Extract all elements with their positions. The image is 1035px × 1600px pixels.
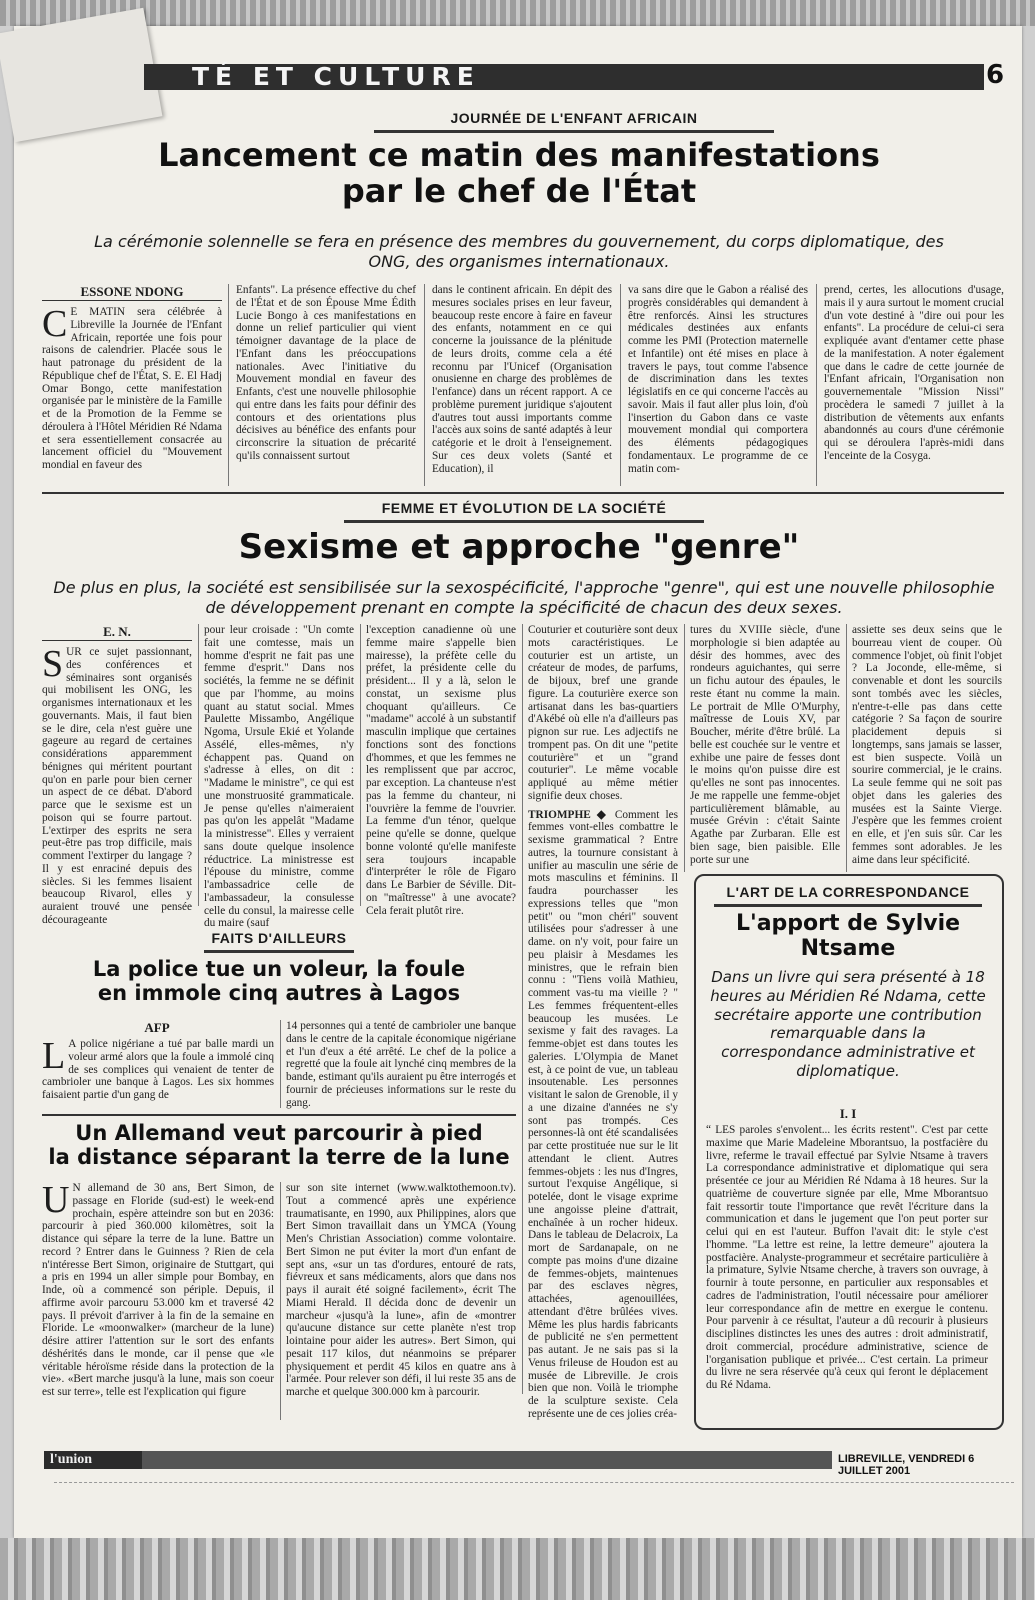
scan-artifact [54,1482,1014,1486]
top-column-4: va sans dire que le Gabon a réalisé des progrès considérables qui demandent à être renforcés. Ainsi les structures médicales destinées aux enfants comme les PMI (Protection maternelle et Infantile) ont été mises en place à travers le pays, tout comme l'absence de discrimination dans les textes législatifs en ce qui concerne l'accès au savoir. Mais il faut aller plus loin, d'où l'insertion du Gabon dans ce vaste mouvement mondial qui comportera des éléments pédagogiques fondamentaux. Le programme de ce matin com- [628,284,808,475]
top-headline-line2: par le chef de l'État [341,171,697,210]
mid-dropcap: S [42,643,64,685]
faits-dropcap: L [42,1035,66,1077]
faits-column-1: L A police nigériane a tué par balle mardi un voleur armé alors que la foule a immolé cinq de ses complices qui venaient de tenter de cambrioler une banque à Lagos. Les six hommes faisaient partie d'un gang de [42,1035,274,1101]
scan-border-top [0,0,1035,26]
top-kicker-rule [374,130,774,133]
triomphe-label: TRIOMPHE ◆ [528,808,609,821]
mid-column-5: tures du XVIIIe siècle, d'une morphologie si bien adaptée au désir des hommes, avec des rondeurs aguichantes, qui serre un fichu autour des épaules, le reste étant nu comme la main. Le portrait de Mlle O'Murphy, maîtresse de Louis XV, par Boucher, mérite d'être brûlé. La belle est couchée sur le ventre et exhibe une paire de fesses dont le moins qu'on puisse dire est qu'elles ne sont pas innocentes. Je me rappelle une femme-objet particulièrement blâmable, au musée Grévin : c'était Sainte Agathe par Zurbaran. Elle est bien sage, bien paisible. Elle porte sur une [690,624,840,866]
scan-border-bottom [0,1538,1035,1600]
corresp-headline-line1: L'apport de Sylvie [735,911,961,936]
newspaper-page [14,26,1022,1538]
corresp-headline-line2: Ntsame [800,935,896,961]
footer-date: LIBREVILLE, VENDREDI 6 JUILLET 2001 [832,1451,1022,1479]
faits-bottom-rule [42,1114,516,1116]
corresp-byline: I. I [839,1106,857,1121]
column-divider [198,624,199,906]
top-headline [74,138,964,210]
section-divider [42,492,1004,494]
folded-corner [0,8,162,142]
newspaper-logo: l'union [44,1451,142,1469]
mid-headline: Sexisme et approche "genre" [238,527,800,567]
faits-headline [44,958,514,1005]
allemand-headline [42,1122,516,1169]
top-column-3: dans le continent africain. En dépit des mesures sociales prises en leur faveur, beaucoup reste encore à faire en faveur des enfants, notamment en ce qui concerne la jouissance de la plénitude de leurs droits, comme cela a été reconnu par l'Unicef (Organisation onusienne en charge des problèmes de l'enfance) dans un récent rapport. A ce problème purement juridique s'ajoutent d'autres tout aussi importants comme l'accès aux soins de santé adaptés à leur catégorie et le droit à l'enseignement. Sur ces deux volets (Santé et Education), il [432,284,612,475]
allemand-dropcap: U [42,1179,70,1221]
top-column-2: Enfants". La présence effective du chef de l'État et de son Épouse Mme Édith Lucie Bongo à ces manifestations en donne un relief particulier qui vient témoigner davantage de la place de l'Enfant dans les préoccupations nationales. Avec l'initiative du Mouvement mondial en faveur des Enfants, c'est une nouvelle philosophie qui entre dans les faits pour définir des contours et des orientations plus décisives au bénéfice des enfants pour circonscrire la situation de précarité qu'ils connaissent surtout [236,284,416,462]
mid-column-1: SUR ce sujet passionnant, des conférences et séminaires sont organisés qui mobilisent les ONG, les organismes internationaux et les gouvernants. Mais, il faut bien se le dire, cela n'est guère une gageure au regard de certaines considérations apparemment bénignes qui méritent pourtant qu'on en parle pour bien cerner un aspect de ce débat. D'abord parce que le sexisme est un poison qui se fourre partout. L'extirper des esprits ne sera peut-être pas trop difficile, mais comment l'extirper du langage ? Il y est enraciné depuis des siècles. Si les femmes lisaient beaucoup Rivarol, elles y auraient trouvé une pensée décourageante [42,643,192,926]
top-column-1: C E MATIN sera célébrée à Libreville la Journée de l'Enfant Africain, reportée une fois pour raisons de calendrier. Placée sous le haut patronage du président de la République chef de l'État, S. E. El Hadj Omar Bongo, cette manifestation organisée par le ministère de la Famille et de la Promotion de la Femme se déroulera à l'Hôtel Méridien Ré Ndama et sera essentiellement consacrée au lancement officiel du "Mouvement mondial en faveur des [42,303,222,471]
column-divider [620,284,621,486]
allemand-headline-line1: Un Allemand veut parcourir à pied [75,1121,483,1145]
mid-kicker-rule [344,520,704,523]
page-number: 6 [986,60,1005,90]
mid-byline: E. N. [103,624,131,639]
faits-headline-line1: La police tue un voleur, la foule [92,957,466,981]
corresp-kicker-rule [714,904,982,907]
top-headline-line1: Lancement ce matin des manifestations [158,136,880,174]
top-deck: La cérémonie solennelle se fera en présence des membres du gouvernement, du corps diplomatique, des ONG, des organismes internationaux. [94,232,944,271]
top-dropcap: C [42,303,68,345]
column-divider [522,624,523,1394]
corresp-deck: Dans un livre qui sera présenté à 18 heures au Méridien Ré Ndama, cette secrétaire apporte une contribution remarquable dans la correspondance administrative et diplomatique. [710,968,986,1080]
column-divider [280,1182,281,1420]
mid-column-6: assiette ses deux seins que le bourreau vient de couper. Où commence l'objet, où finit l'objet ? La Joconde, elle-même, si convenable et dont les sourcils sont tombés avec les siècles, n'entre-t-elle pas dans cette catégorie ? Sa façon de sourire placidement depuis si longtemps, sans jamais se lasser, est bien suspecte. Voilà un sourire commercial, je le crains. La seule femme qui ne soit pas objet dans les galeries des musées est la Sainte Vierge. J'espère que les femmes croient en elle, et j'en suis sûr. Car les femmes sont adorables. Je les aime dans leur spécificité. [852,624,1002,866]
corresp-body: “ LES paroles s'envolent... les écrits restent". C'est par cette maxime que Marie Madeleine Mborantsuo, la postfacière du livre, referme le travail effectué par Sylvie Ntsame à travers La correspondance administrative et diplomatique qui sera présentée ce jour au Méridien Ré Ndama à 18 heures. Sur la quatrième de couverture signée par elle, Mme Mborantsuo fait ressortir toute l'importance que revêt l'écriture dans la communication et dans le jugement que l'on peut porter sur celui qui en est l'auteur. Buffon l'avait dit: le style c'est l'homme. "La lettre est reine, la lettre demeure" ajoutera la postfacière. Analyste-programmeur et secrétaire particulière à la primature, Sylvie Ntsame cherche, à travers son ouvrage, à fournir à toute personne, en particulier aux responsables et cadres de l'administration, l'outil nécessaire pour améliorer leur correspondance afin de mettre en exergue le contenu. Pour parvenir à ce résultat, l'auteur a dû recourir à plusieurs disciplines distinctes les unes des autres : droit administratif, droit commercial, procédure administrative, science de l'organisation publique et privée... C'est certain. La primeur du livre ne sera réservée qu'à ceux qui feront le déplacement du Ré Ndama. [706,1124,988,1391]
mid-column-4: Couturier et couturière sont deux mots caractéristiques. Le couturier est un artiste, un créateur de modes, de parfums, de bijoux, bref une grande figure. La couturière exerce son artisanat dans les bas-quartiers d'Akébé où elle n'a d'ailleurs pas pignon sur rue. Les adjectifs ne trompent pas. On dit une "petite couturière" et un "grand couturier". Le même vocable appliqué au même métier signifie deux choses. TRIOMPHE ◆ Comment les femmes vont-elles combattre le sexisme grammatical ? Entre autres, la tournure consistant à unifier au masculin une série de mots masculins et féminins. Il faudra pourchasser les expressions telles que "mon petit" ou "mon chéri" souvent utilisées pour s'adresser à une dame. on n'y voit, pour faire un peu plaisir à Mesdames les ministres, que le refrain bien connu : "Tiens voilà Mathieu, comment vas-tu ma vieille ? " Les femmes fréquentent-elles beaucoup les musées. Le sexisme y fait des ravages. La femme-objet est dans toutes les galeries. L'Olympia de Manet est, à ce point de vue, un tableau insoutenable. Les personnes visitant le salon de Grenoble, il y a une dizaine d'années ne s'y sont pas trompés. Ces personnes-là ont été scandalisées par cette prostituée nue sur le lit attendant le client. Autres femmes-objets : les nus d'Ingres, surtout l'exquise Angélique, si potelée, dont le visage exprime une angoisse pleine d'attrait, enchaînée à un rocher hideux. Dans le tableau de Delacroix, La mort de Sardanapale, on ne compte pas moins d'une dizaine de femmes-objets, maintenues par des esclaves nègres, attachées, agenouillées, attendant d'être brûlées vives. Même les plus hardis fabricants de publicité ne s'en permettent pas autant. Je ne sais pas si la Venus frileuse de Houdon est au musée de Libreville. Je crois bien que non. Voilà le triomphe de la sculpture sexiste. Cela représente une de ces jolies créa- [528,624,678,1420]
top-column-5: prend, certes, les allocutions d'usage, mais il y aura surtout le moment crucial d'un vote destiné à "dire oui pour les enfants". La procédure de celui-ci sera expliquée avant d'entamer cette phase de la manifestation. A noter également que dans le cadre de cette journée de l'Enfant africain, l'Organisation non gouvernementale "Mission Nissi" procèdera le samedi 7 juillet à la distribution de vêtements aux enfants abandonnés au cours d'une cérémonie qui se déroulera l'après-midi dans l'enceinte de la Cosyga. [824,284,1004,462]
allemand-column-1: U N allemand de 30 ans, Bert Simon, de passage en Floride (sud-est) le week-end prochain, espère atteindre son but en 2036: parcourir à pied 360.000 kilomètres, soit la distance qui sépare la terre de la lune. Battre un record ? Entrer dans le Guinness ? Rien de cela n'intéresse Bert Simon, originaire de Stuttgart, qui a pris en 1994 un aller simple pour Bombay, en Inde, où a commencé son périple. Depuis, il affirme avoir parcouru 53.000 km et traversé 42 pays. Il prévoit d'arriver à la fin de la semaine en Floride. Le «moonwalker» (marcheur de la lune) désire attirer l'attention sur le sort des enfants déshérités dans le monde, car il pense que «le véritable héroïsme réside dans la protection de la vie». «Bert marche jusqu'à la lune, mais son coeur est sur terre», telle est l'explication qui figure [42,1179,274,1398]
section-title: TÉ ET CULTURE [192,62,480,91]
mid-deck: De plus en plus, la société est sensibilisée sur la sexospécificité, l'approche "genre", qui est une nouvelle philosophie de développement prenant en compte la spécificité de chacun des deux sexes. [53,578,995,617]
column-divider [228,284,229,486]
column-divider [684,624,685,872]
faits-byline: AFP [144,1020,170,1035]
faits-headline-line2: en immole cinq autres à Lagos [97,980,461,1005]
mid-kicker: FEMME ET ÉVOLUTION DE LA SOCIÉTÉ [381,500,667,516]
column-divider [360,624,361,906]
faits-kicker: FAITS D'AILLEURS [211,930,347,946]
column-divider [816,284,817,486]
top-kicker: JOURNÉE DE L'ENFANT AFRICAIN [450,110,698,126]
column-divider [846,624,847,872]
column-divider [280,1020,281,1108]
top-byline-rule [42,300,222,301]
faits-column-2: 14 personnes qui a tenté de cambrioler une banque dans le centre de la capitale économique nigériane et l'un d'eux a été arrêté. Le chef de la police a regretté que la foule ait lynché cinq membres de la bande, estimant qu'ils auraient pu être interrogés et fournir de précieuses informations sur le reste du gang. [286,1020,516,1109]
mid-column-3: l'exception canadienne où une femme maire s'appelle bien mairesse), la préfète celle du préfet, la présidente celle du président... Il y a là, selon le constat, un sexisme plus choquant qu'ailleurs. Ce "madame" accolé à un substantif masculin implique que certaines fonctions sont des fonctions d'hommes, et que les femmes ne les remplissent que par accroc, par exception. La chanteuse n'est pas la femme du chanteur, ni l'ouvrière la femme de l'ouvrier. La femme d'un ténor, quelque peine qu'elle se donne, quelque bonne volonté qu'elle manifeste sera toujours incapable d'interpréter le rôle de Figaro dans Le Barbier de Séville. Dit-on "maîtresse" à une avocate? Cela ferait plutôt rire. [366,624,516,917]
mid-column-2: pour leur croisade : "Un comte fait une comtesse, mais un homme d'esprit ne fait pas une femme d'esprit." Dans nos sociétés, la femme ne se définit que par l'homme, au moins quant au statut social. Mmes Paulette Missambo, Angélique Ngoma, Ursule Ekié et Yolande Assélé, elles-mêmes, n'y échappent pas. Quand on s'adresse à elles, on dit : "Madame le ministre", ce qui est une monstruosité grammaticale. Je pense qu'elles n'aimeraient pas qu'on les appelât "Madame la ministresse". Elles y verraient sans doute quelque insolence réductrice. La ministresse est l'épouse du ministre, comme l'ambassadrice celle de l'ambassadeur, la consulesse celle du consul, la mairesse celle du maire (sauf [204,624,354,930]
mid-byline-rule [42,640,192,641]
allemand-headline-line2: la distance séparant la terre de la lune [48,1144,510,1169]
allemand-column-2: sur son site internet (www.walktothemoon.tv). Tout a commencé après une expérience traumatisante, en 1990, aux Philippines, alors que Bert Simon travaillait dans un YMCA (Young Men's Christian Association) comme volontaire. Bert Simon ne put éviter la mort d'un enfant de sept ans, «sur un tas d'ordures, entouré de rats, fiévreux et sans médicaments, alors que dans nos pays il aurait été soigné facilement», écrit The Miami Herald. Il décida donc de devenir un marcheur «jusqu'à la lune», afin de «montrer qu'aucune distance sur cette planète n'est trop lointaine pour aider les autres». Bert Simon, qui pesait 117 kilos, dut néanmoins se préparer physiquement et perdit 45 kilos en quatre ans à l'armée. Pour relever son défi, il lui reste 35 ans de marche et quelque 300.000 km à parcourir. [286,1182,516,1398]
top-byline: ESSONE NDONG [80,284,184,299]
corresp-kicker: L'ART DE LA CORRESPONDANCE [726,884,970,900]
column-divider [424,284,425,486]
corresp-headline [710,912,986,961]
faits-kicker-rule [204,950,354,953]
